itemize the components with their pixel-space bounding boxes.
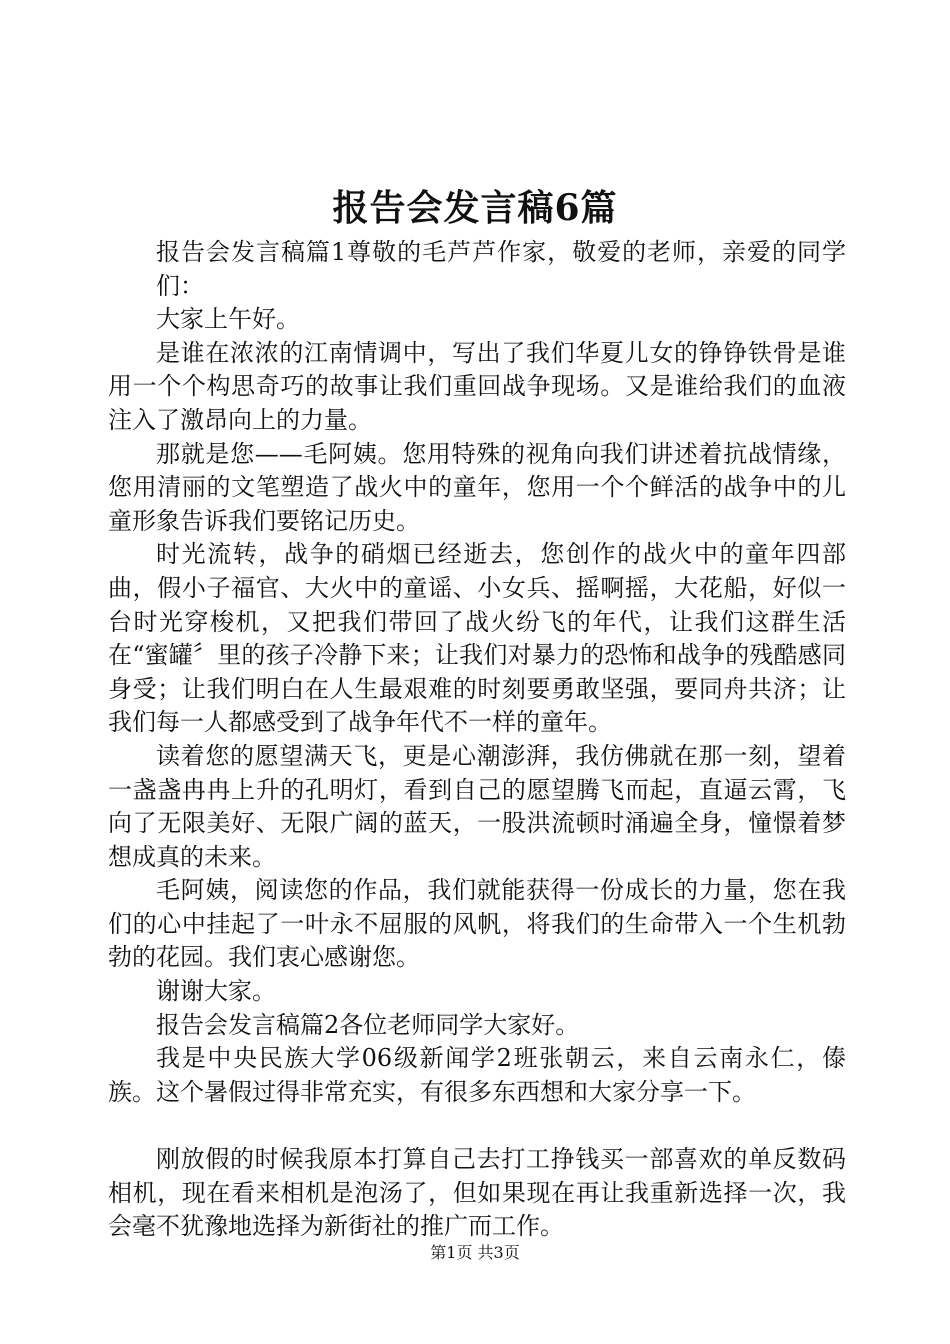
paragraph-1: 报告会发言稿篇1尊敬的毛芦芦作家，敬爱的老师，亲爱的同学们： — [156, 238, 846, 300]
paragraph-9: 报告会发言稿篇2各位老师同学大家好。 — [156, 1010, 580, 1039]
paragraph-11: 刚放假的时候我原本打算自己去打工挣钱买一部喜欢的单反数码相机，现在看来相机是泡汤了，但如果现在再让我重新选择一次，我会毫不犹豫地选择为新街社的推广而工作。 — [108, 1145, 846, 1241]
paragraph-3: 是谁在浓浓的江南情调中，写出了我们华夏儿女的铮铮铁骨是谁用一个个构思奇巧的故事让我们重回战争现场。又是谁给我们的血液注入了激昂向上的力量。 — [108, 338, 846, 434]
paragraph-7: 毛阿姨，阅读您的作品，我们就能获得一份成长的力量，您在我们的心中挂起了一叶永不屈服的风帆，将我们的生命带入一个生机勃勃的花园。我们衷心感谢您。 — [108, 876, 846, 972]
paragraph-6: 读着您的愿望满天飞，更是心潮澎湃，我仿佛就在那一刻，望着一盏盏冉冉上升的孔明灯，看到自己的愿望腾飞而起，直逼云霄，飞向了无限美好、无限广阔的蓝天，一股洪流顿时涌遍全身，憧憬着梦想成真的未来。 — [108, 741, 846, 871]
page-footer: 第1页 共3页 — [430, 1243, 520, 1262]
paragraph-2: 大家上午好。 — [156, 305, 300, 334]
paragraph-8: 谢谢大家。 — [156, 977, 276, 1006]
document-title: 报告会发言稿6篇 — [332, 187, 618, 229]
paragraph-10: 我是中央民族大学06级新闻学2班张朝云，来自云南永仁，傣族。这个暑假过得非常充实，有很多东西想和大家分享一下。 — [108, 1044, 846, 1106]
paragraph-4: 那就是您——毛阿姨。您用特殊的视角向我们讲述着抗战情缘，您用清丽的文笔塑造了战火中的童年，您用一个个鲜活的战争中的儿童形象告诉我们要铭记历史。 — [108, 439, 846, 535]
paragraph-5: 时光流转，战争的硝烟已经逝去，您创作的战火中的童年四部曲，假小子福官、大火中的童谣、小女兵、摇啊摇，大花船，好似一台时光穿梭机，又把我们带回了战火纷飞的年代，让我们这群生活在“蜜罐〞里的孩子冷静下来；让我们对暴力的恐怖和战争的残酷感同身受；让我们明白在人生最艰难的时刻要勇敢坚强，要同舟共济；让我们每一人都感受到了战争年代不一样的童年。 — [108, 540, 846, 737]
paragraph-spacer — [108, 1109, 846, 1143]
document-body — [108, 236, 846, 1244]
